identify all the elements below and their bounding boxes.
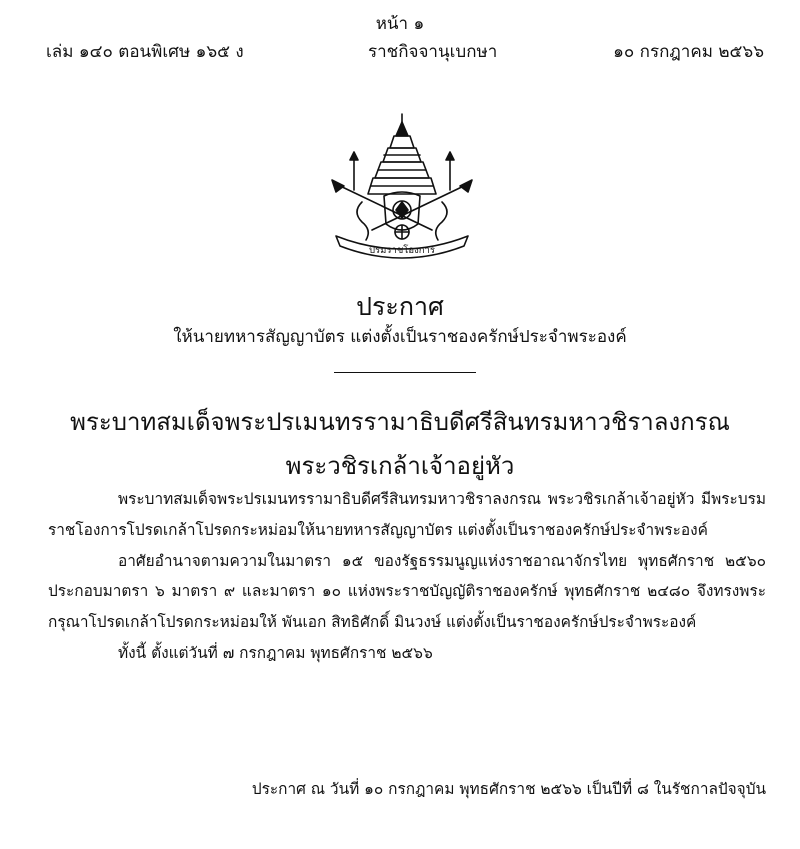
page-header [0, 0, 800, 70]
body-paragraph-3: ทั้งนี้ ตั้งแต่วันที่ ๗ กรกฎาคม พุทธศักราช ๒๕๖๖ [118, 643, 433, 662]
king-name-line-2: พระวชิรเกล้าเจ้าอยู่หัว [285, 452, 515, 480]
announcement-signoff: ประกาศ ณ วันที่ ๑๐ กรกฎาคม พุทธศักราช ๒๕๖๖ เป็นปีที่ ๘ ในรัชกาลปัจจุบัน [251, 780, 766, 798]
emblem-ribbon-text: ปรมราชโองการ [369, 245, 435, 256]
body-paragraph-2: อาศัยอำนาจตามความในมาตรา ๑๕ ของรัฐธรรมนูญแห่งราชอาณาจักรไทย พุทธศักราช ๒๕๖๐ ประกอบมาตรา ๖ มาตรา ๙ และมาตรา ๑๐ แห่งพระราชบัญญัติราชองครักษ์ พุทธศักราช ๒๔๘๐ จึงทรงพระกรุณาโปรดเกล้าโปรดกระหม่อมให้ พันเอก สิทธิศักดิ์ มินวงษ์ แต่งตั้งเป็นราชองครักษ์ประจำพระองค์ [48, 551, 766, 632]
king-name-heading [0, 400, 800, 488]
announcement-title-block [0, 290, 800, 350]
body-paragraph-1: พระบาทสมเด็จพระปรเมนทรรามาธิบดีศรีสินทรมหาวชิราลงกรณ พระวชิรเกล้าเจ้าอยู่หัว มีพระบรมราชโองการโปรดเกล้าโปรดกระหม่อมให้นายทหารสัญญาบัตร แต่งตั้งเป็นราชองครักษ์ประจำพระองค์ [48, 490, 766, 539]
title-divider [334, 372, 476, 373]
page-title: ประกาศ [356, 292, 444, 321]
page-subtitle: ให้นายทหารสัญญาบัตร แต่งตั้งเป็นราชองครักษ์ประจำพระองค์ [173, 327, 627, 347]
volume-issue: เล่ม ๑๔๐ ตอนพิเศษ ๑๖๕ ง [46, 42, 244, 62]
royal-emblem-icon [322, 112, 482, 262]
announcement-body [48, 484, 766, 669]
page-number: หน้า ๑ [375, 14, 425, 34]
gazette-info-row [36, 38, 764, 62]
publication-date: ๑๐ กรกฎาคม ๒๕๖๖ [613, 42, 764, 62]
publication-name: ราชกิจจานุเบกษา [368, 42, 498, 62]
king-name-line-1: พระบาทสมเด็จพระปรเมนทรรามาธิบดีศรีสินทรมหาวชิราลงกรณ [70, 408, 730, 436]
